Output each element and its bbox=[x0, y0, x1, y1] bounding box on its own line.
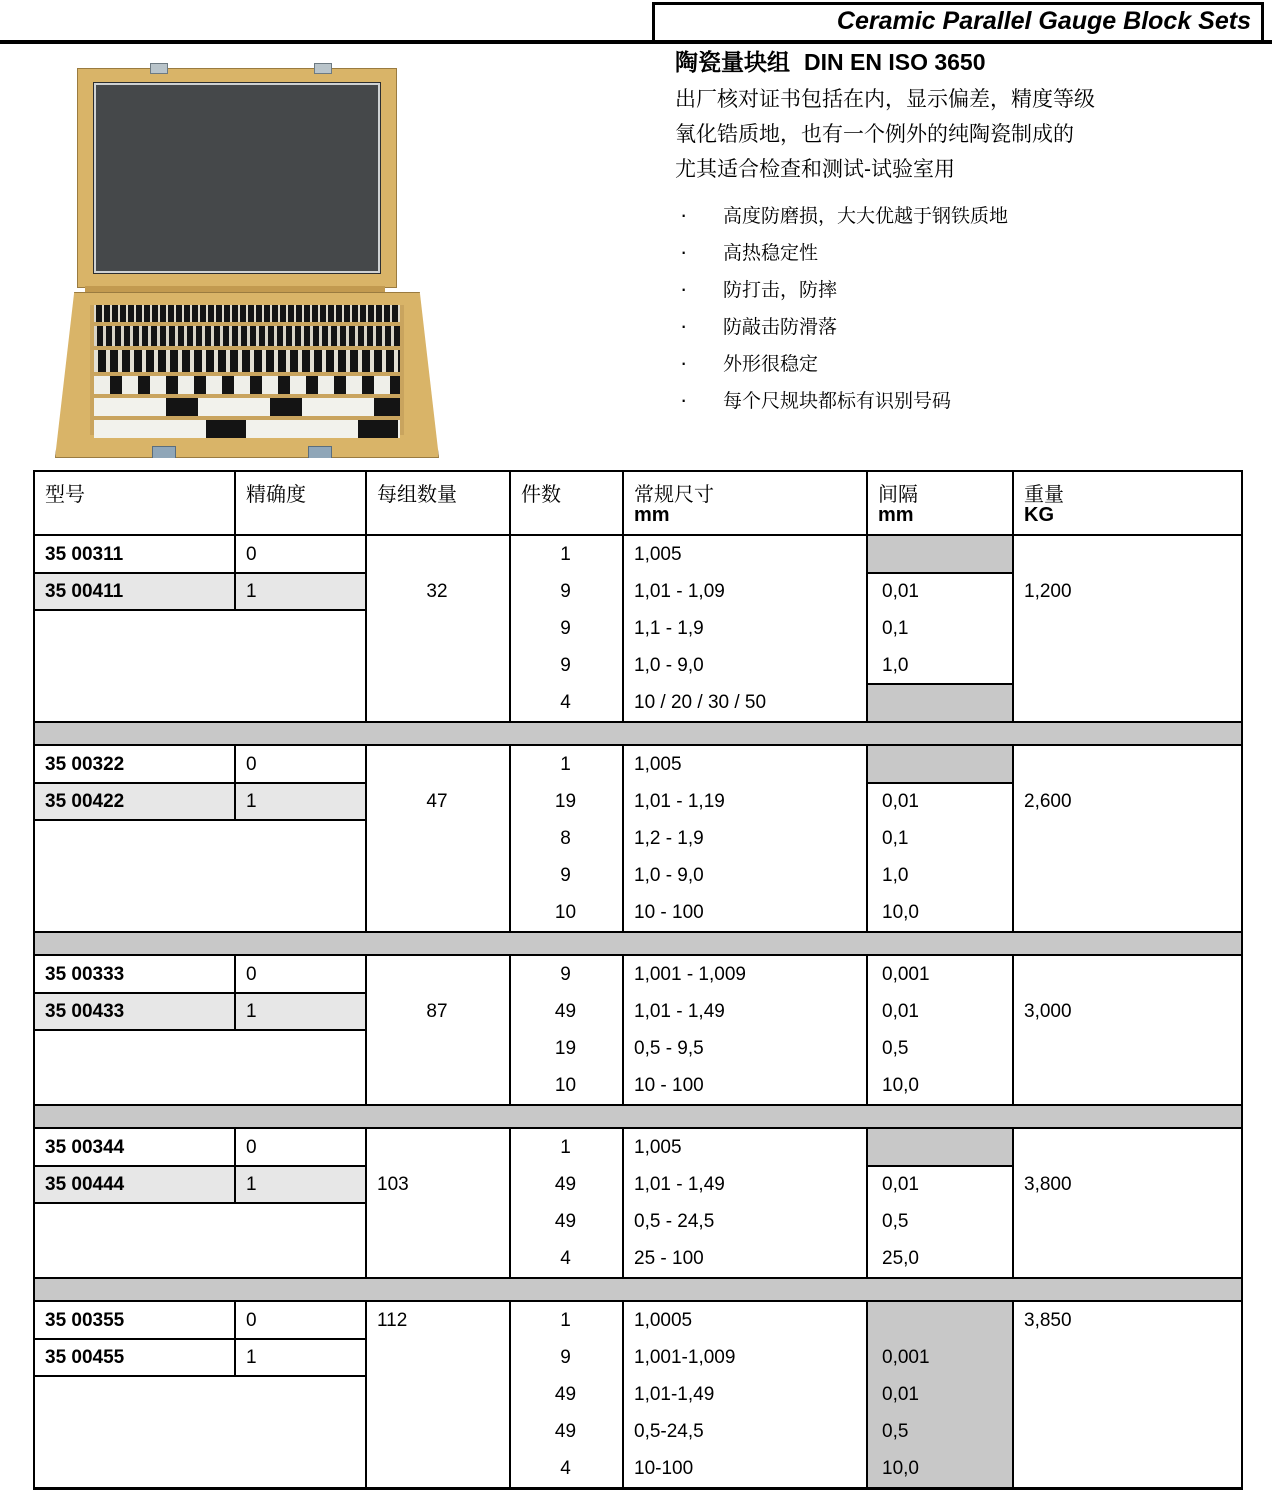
column-divider bbox=[1012, 536, 1014, 721]
header-size-unit: mm bbox=[634, 504, 670, 526]
pieces-value: 4 bbox=[560, 692, 571, 713]
product-photo bbox=[55, 58, 440, 456]
size-value: 1,0 - 9,0 bbox=[634, 865, 704, 886]
case-clasp-icon bbox=[152, 446, 176, 462]
intro-heading-cn: 陶瓷量块组 bbox=[675, 49, 790, 75]
lid-latch-icon bbox=[150, 63, 168, 74]
bullet-item bbox=[680, 344, 1008, 381]
pieces-value: 4 bbox=[560, 1248, 571, 1269]
weight-value: 3,850 bbox=[1024, 1310, 1072, 1331]
page-title: Ceramic Parallel Gauge Block Sets bbox=[836, 7, 1251, 35]
bullet-dot: · bbox=[680, 312, 688, 338]
pieces-value: 9 bbox=[560, 655, 571, 676]
pieces-value: 19 bbox=[554, 1038, 577, 1059]
bullet-item bbox=[680, 233, 1008, 270]
bullet-text: 高热稳定性 bbox=[723, 243, 819, 264]
per-set-quantity: 112 bbox=[377, 1310, 408, 1331]
size-value: 25 - 100 bbox=[634, 1248, 704, 1269]
accuracy-cell: 0 bbox=[246, 754, 257, 775]
model-cell: 35 00322 bbox=[45, 754, 125, 775]
table-group bbox=[35, 746, 1241, 933]
interval-value: 0,01 bbox=[882, 1001, 919, 1022]
pieces-value: 1 bbox=[560, 1310, 571, 1331]
interval-value: 0,5 bbox=[882, 1038, 909, 1059]
column-divider bbox=[509, 472, 511, 534]
table-group bbox=[35, 1302, 1241, 1487]
interval-gray-cell bbox=[866, 746, 1012, 783]
interval-value: 1,0 bbox=[882, 865, 909, 886]
pieces-value: 1 bbox=[560, 544, 571, 565]
intro-description bbox=[675, 82, 1095, 187]
interval-value: 10,0 bbox=[882, 1075, 919, 1096]
size-value: 1,0005 bbox=[634, 1310, 693, 1331]
pieces-value: 9 bbox=[560, 964, 571, 985]
pieces-value: 8 bbox=[560, 828, 571, 849]
model-row-divider bbox=[35, 819, 367, 821]
column-divider bbox=[365, 472, 367, 534]
header-pieces: 件数 bbox=[521, 484, 561, 506]
bullet-item bbox=[680, 381, 1008, 418]
table-group bbox=[35, 536, 1241, 723]
group-separator-band bbox=[35, 933, 1241, 956]
group-separator-band bbox=[35, 1106, 1241, 1129]
gauge-block-row bbox=[94, 350, 400, 372]
bullet-item bbox=[680, 307, 1008, 344]
table-group bbox=[35, 956, 1241, 1106]
pieces-value: 1 bbox=[560, 754, 571, 775]
interval-value: 0,01 bbox=[882, 1384, 919, 1405]
bullet-list bbox=[680, 196, 1008, 418]
pieces-value: 49 bbox=[554, 1174, 577, 1195]
gauge-block-row bbox=[94, 376, 400, 394]
pieces-value: 9 bbox=[560, 618, 571, 639]
model-cell: 35 00311 bbox=[45, 544, 124, 565]
pieces-value: 10 bbox=[554, 902, 577, 923]
column-divider bbox=[622, 472, 624, 534]
pieces-value: 19 bbox=[554, 791, 577, 812]
per-set-quantity: 47 bbox=[426, 791, 448, 812]
pieces-value: 9 bbox=[560, 865, 571, 886]
accuracy-cell: 0 bbox=[246, 964, 257, 985]
interval-gray-cell bbox=[866, 536, 1012, 573]
bullet-dot: · bbox=[680, 238, 688, 264]
pieces-value: 4 bbox=[560, 1458, 571, 1479]
header-rule bbox=[0, 40, 1272, 44]
weight-value: 3,800 bbox=[1024, 1174, 1072, 1195]
model-cell: 35 00433 bbox=[45, 1001, 125, 1022]
description-line: 出厂核对证书包括在内，显示偏差，精度等级 bbox=[675, 88, 1095, 111]
size-value: 1,2 - 1,9 bbox=[634, 828, 704, 849]
bullet-text: 每个尺规块都标有识别号码 bbox=[723, 391, 952, 412]
pieces-value: 49 bbox=[554, 1001, 577, 1022]
pieces-value: 49 bbox=[554, 1211, 577, 1232]
interval-gray-cell bbox=[866, 1129, 1012, 1166]
accuracy-cell: 1 bbox=[246, 1001, 257, 1022]
size-value: 1,01 - 1,49 bbox=[634, 1001, 725, 1022]
model-row-divider bbox=[35, 572, 365, 574]
size-value: 0,5 - 24,5 bbox=[634, 1211, 715, 1232]
case-lid bbox=[77, 68, 397, 288]
interval-value: 0,1 bbox=[882, 828, 909, 849]
size-value: 1,0 - 9,0 bbox=[634, 655, 704, 676]
bullet-text: 外形很稳定 bbox=[723, 354, 819, 375]
bullet-dot: · bbox=[680, 386, 688, 412]
model-row-divider bbox=[35, 782, 365, 784]
accuracy-cell: 1 bbox=[246, 791, 257, 812]
interval-value: 10,0 bbox=[882, 1458, 919, 1479]
per-set-quantity: 32 bbox=[426, 581, 448, 602]
gauge-block-tray bbox=[90, 305, 404, 435]
interval-value: 0,5 bbox=[882, 1211, 909, 1232]
gauge-table bbox=[33, 470, 1243, 1490]
pieces-value: 49 bbox=[554, 1421, 577, 1442]
column-divider bbox=[1012, 956, 1014, 1104]
model-cell: 35 00422 bbox=[45, 791, 125, 812]
header-size: 常规尺寸 bbox=[634, 484, 714, 506]
bullet-text: 防敲击防滑落 bbox=[723, 317, 838, 338]
interval-value: 0,01 bbox=[882, 791, 919, 812]
case-hinge bbox=[85, 286, 385, 292]
case-tray-base bbox=[55, 292, 439, 458]
lid-foam bbox=[93, 82, 381, 274]
per-set-quantity: 103 bbox=[377, 1174, 409, 1195]
interval-value: 0,01 bbox=[882, 1174, 919, 1195]
bullet-text: 高度防磨损，大大优越于钢铁质地 bbox=[723, 206, 1009, 227]
size-value: 0,5 - 9,5 bbox=[634, 1038, 704, 1059]
model-row-divider bbox=[35, 609, 367, 611]
size-value: 10 - 100 bbox=[634, 1075, 704, 1096]
accuracy-cell: 0 bbox=[246, 1137, 257, 1158]
gauge-block-row bbox=[94, 398, 400, 416]
model-cell: 35 00444 bbox=[45, 1174, 125, 1195]
accuracy-cell: 1 bbox=[246, 1174, 257, 1195]
column-divider bbox=[1012, 746, 1014, 931]
column-divider bbox=[1012, 1129, 1014, 1277]
interval-value: 25,0 bbox=[882, 1248, 919, 1269]
accuracy-cell: 0 bbox=[246, 1310, 257, 1331]
model-row-divider bbox=[35, 1165, 365, 1167]
bullet-dot: · bbox=[680, 349, 688, 375]
size-value: 1,1 - 1,9 bbox=[634, 618, 704, 639]
column-divider bbox=[1012, 472, 1014, 534]
interval-value: 1,0 bbox=[882, 655, 909, 676]
header-per-set: 每组数量 bbox=[377, 484, 457, 506]
interval-value: 0,001 bbox=[882, 1347, 930, 1368]
weight-value: 1,200 bbox=[1024, 581, 1072, 602]
pieces-value: 9 bbox=[560, 1347, 571, 1368]
weight-value: 2,600 bbox=[1024, 791, 1072, 812]
header-accuracy: 精确度 bbox=[246, 484, 306, 506]
model-cell: 35 00344 bbox=[45, 1137, 125, 1158]
accuracy-cell: 1 bbox=[246, 1347, 257, 1368]
column-divider bbox=[365, 746, 367, 931]
size-value: 10 - 100 bbox=[634, 902, 704, 923]
interval-gray-cell bbox=[866, 684, 1012, 721]
intro-heading bbox=[675, 44, 986, 77]
model-row-divider bbox=[35, 1202, 367, 1204]
interval-value: 0,5 bbox=[882, 1421, 909, 1442]
intro-heading-standard: DIN EN ISO 3650 bbox=[804, 49, 986, 75]
model-row-divider bbox=[35, 992, 365, 994]
gauge-block-row bbox=[94, 420, 400, 438]
size-value: 10 / 20 / 30 / 50 bbox=[634, 692, 767, 713]
size-value: 10-100 bbox=[634, 1458, 694, 1479]
model-cell: 35 00333 bbox=[45, 964, 125, 985]
header-weight: 重量 bbox=[1024, 484, 1064, 506]
header-model: 型号 bbox=[45, 484, 85, 506]
interval-value: 10,0 bbox=[882, 902, 919, 923]
column-divider bbox=[365, 536, 367, 721]
size-value: 1,005 bbox=[634, 1137, 682, 1158]
header-interval: 间隔 bbox=[878, 484, 918, 506]
table-groups bbox=[35, 536, 1241, 1487]
gauge-block-row bbox=[94, 326, 400, 346]
pieces-value: 1 bbox=[560, 1137, 571, 1158]
pieces-value: 10 bbox=[554, 1075, 577, 1096]
size-value: 1,005 bbox=[634, 754, 682, 775]
accuracy-cell: 1 bbox=[246, 581, 257, 602]
gauge-block-row bbox=[94, 305, 400, 322]
size-value: 1,01 - 1,49 bbox=[634, 1174, 725, 1195]
header-interval-unit: mm bbox=[878, 504, 914, 526]
model-row-divider bbox=[35, 1338, 365, 1340]
bullet-item bbox=[680, 270, 1008, 307]
bullet-dot: · bbox=[680, 201, 688, 227]
bullet-dot: · bbox=[680, 275, 688, 301]
bullet-item bbox=[680, 196, 1008, 233]
case-clasp-icon bbox=[308, 446, 332, 462]
table-header bbox=[35, 472, 1241, 536]
size-value: 0,5-24,5 bbox=[634, 1421, 704, 1442]
size-value: 1,001-1,009 bbox=[634, 1347, 736, 1368]
column-divider bbox=[866, 472, 868, 534]
size-value: 1,005 bbox=[634, 544, 682, 565]
pieces-value: 9 bbox=[560, 581, 571, 602]
table-group bbox=[35, 1129, 1241, 1279]
accuracy-cell: 0 bbox=[246, 544, 257, 565]
interval-value: 0,001 bbox=[882, 964, 930, 985]
weight-value: 3,000 bbox=[1024, 1001, 1072, 1022]
interval-value: 0,01 bbox=[882, 581, 919, 602]
per-set-quantity: 87 bbox=[426, 1001, 448, 1022]
lid-latch-icon bbox=[314, 63, 332, 74]
description-line: 尤其适合检查和测试-试验室用 bbox=[675, 158, 955, 181]
size-value: 1,01 - 1,09 bbox=[634, 581, 725, 602]
size-value: 1,001 - 1,009 bbox=[634, 964, 746, 985]
column-divider bbox=[234, 472, 236, 534]
description-line: 氧化锆质地，也有一个例外的纯陶瓷制成的 bbox=[675, 123, 1074, 146]
group-separator-band bbox=[35, 1279, 1241, 1302]
model-cell: 35 00455 bbox=[45, 1347, 125, 1368]
model-cell: 35 00411 bbox=[45, 581, 124, 602]
model-cell: 35 00355 bbox=[45, 1310, 125, 1331]
pieces-value: 49 bbox=[554, 1384, 577, 1405]
bullet-text: 防打击，防摔 bbox=[723, 280, 838, 301]
model-row-divider bbox=[35, 1029, 367, 1031]
header-weight-unit: KG bbox=[1024, 504, 1054, 526]
size-value: 1,01-1,49 bbox=[634, 1384, 715, 1405]
page-title-box bbox=[652, 2, 1264, 40]
group-separator-band bbox=[35, 723, 1241, 746]
size-value: 1,01 - 1,19 bbox=[634, 791, 725, 812]
model-row-divider bbox=[35, 1375, 367, 1377]
interval-value: 0,1 bbox=[882, 618, 909, 639]
